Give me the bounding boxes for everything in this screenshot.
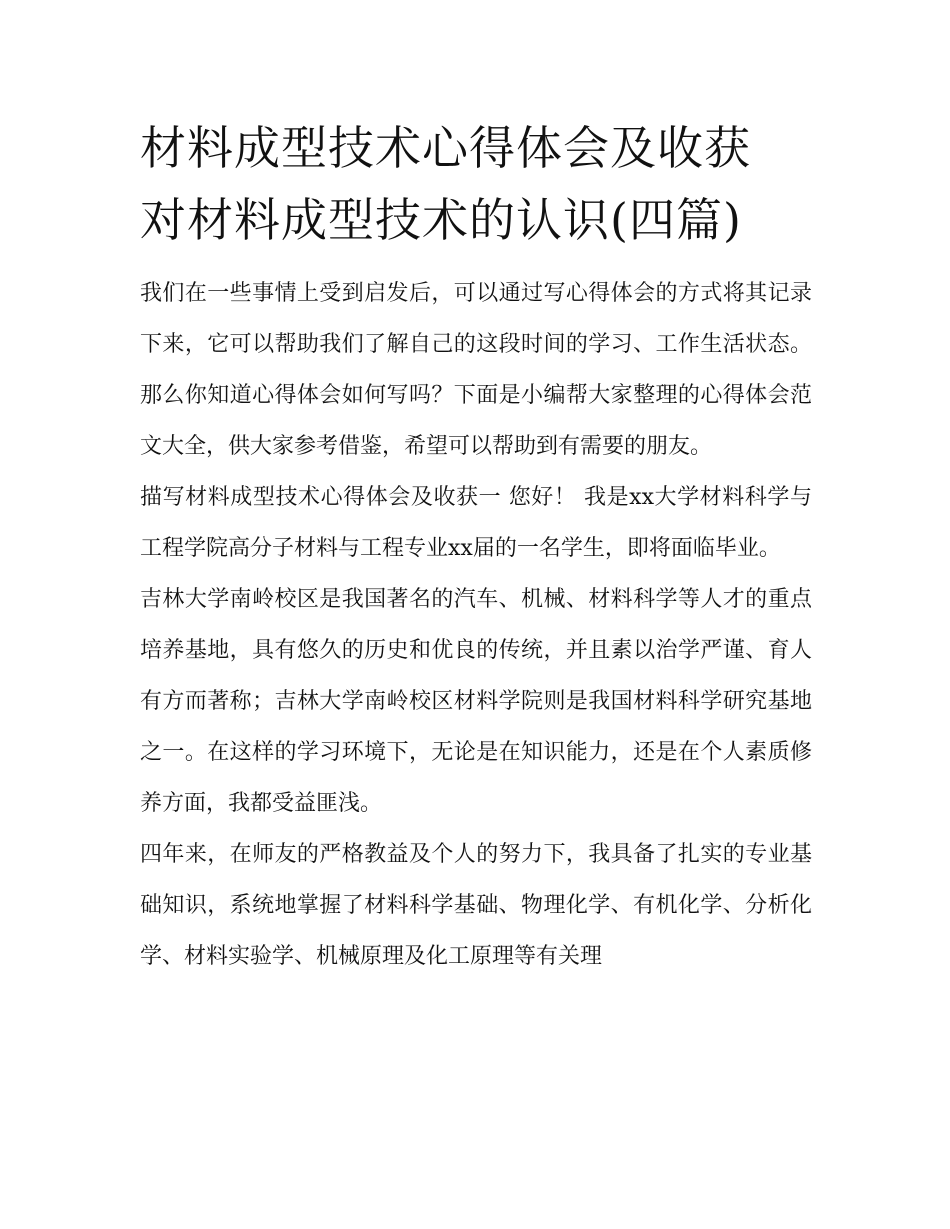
title-line-1: 材料成型技术心得体会及收获 — [140, 121, 751, 175]
document-body — [140, 112, 812, 982]
paragraph-intro: 我们在一些事情上受到启发后，可以通过写心得体会的方式将其记录下来，它可以帮助我们了解自己的这段时间的学习、工作生活状态。那么你知道心得体会如何写吗？下面是小编帮大家整理的心得体会范文大全，供大家参考借鉴，希望可以帮助到有需要的朋友。 — [140, 281, 812, 459]
document-title — [140, 112, 812, 256]
paragraph-four-years: 四年来，在师友的严格教益及个人的努力下，我具备了扎实的专业基础知识，系统地掌握了材料科学基础、物理化学、有机化学、分析化学、材料实验学、机械原理及化工原理等有关理 — [140, 842, 812, 969]
paragraph-self-introduction: 描写材料成型技术心得体会及收获一 您好！ 我是xx大学材料科学与工程学院高分子材料与工程专业xx届的一名学生，即将面临毕业。 — [140, 485, 812, 561]
paragraph-campus: 吉林大学南岭校区是我国著名的汽车、机械、材料科学等人才的重点培养基地，具有悠久的历史和优良的传统，并且素以治学严谨、育人有方而著称；吉林大学南岭校区材料学院则是我国材料科学研究基地之一。在这样的学习环境下，无论是在知识能力，还是在个人素质修养方面，我都受益匪浅。 — [140, 587, 812, 816]
title-line-2: 对材料成型技术的认识(四篇) — [140, 193, 742, 247]
paragraph-list — [140, 268, 812, 982]
